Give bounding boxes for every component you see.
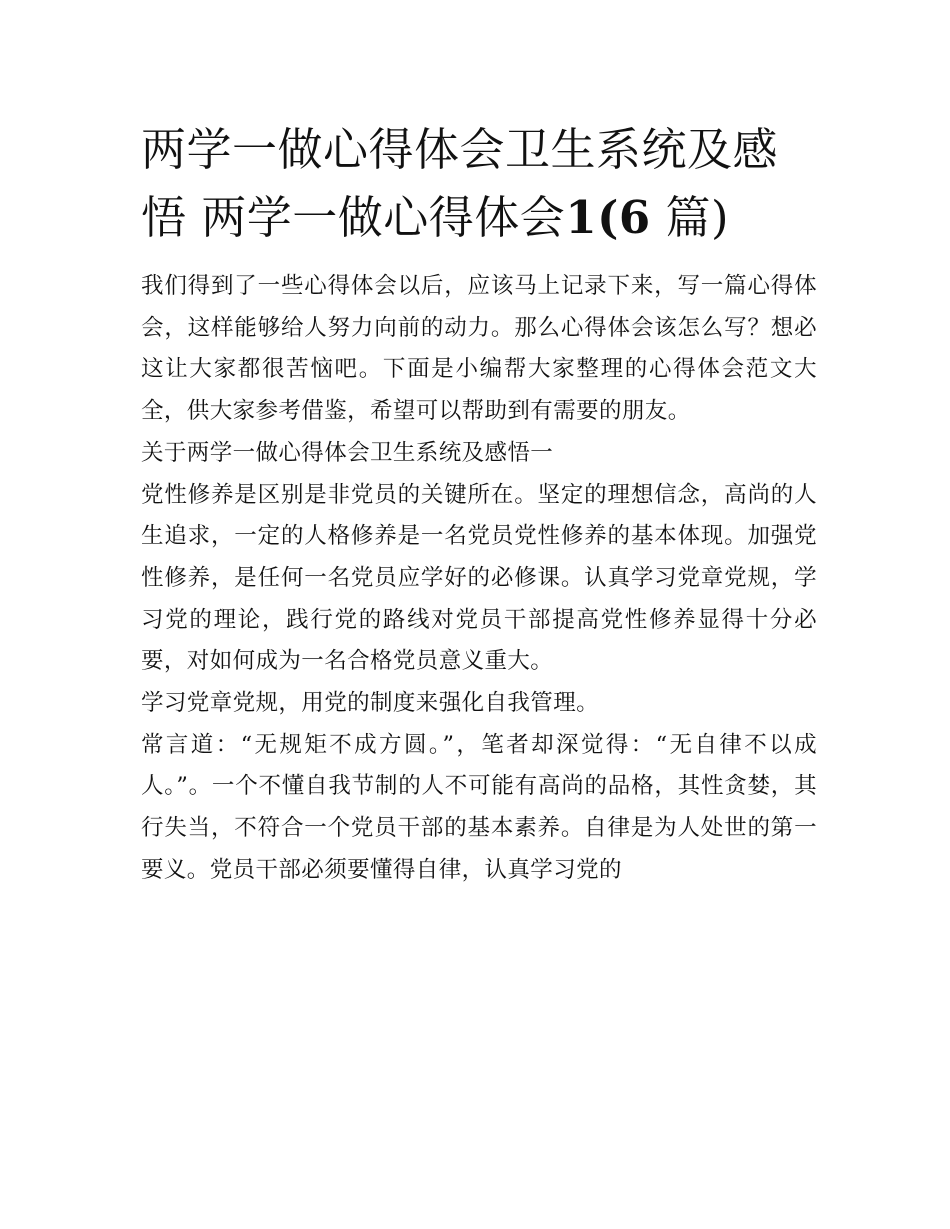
document-content	[141, 116, 817, 892]
title-end: 篇)	[650, 191, 730, 244]
document-body	[141, 266, 817, 892]
title-main: 两学一做心得体会卫生系统及感悟 两学一做心得体会	[141, 123, 779, 244]
body-paragraph: 常言道：“无规矩不成方圆。”，笔者却深觉得：“无自律不以成人。”。一个不懂自我节制的人不可能有高尚的品格，其性贪婪，其行失当，不符合一个党员干部的基本素养。自律是为人处世的第一要义。党员干部必须要懂得自律，认真学习党的	[141, 731, 817, 883]
title-number: 1(6	[565, 191, 651, 244]
body-paragraph: 党性修养是区别是非党员的关键所在。坚定的理想信念，高尚的人生追求，一定的人格修养是一名党员党性修养的基本体现。加强党性修养，是任何一名党员应学好的必修课。认真学习党章党规，学习党的理论，践行党的路线对党员干部提高党性修养显得十分必要，对如何成为一名合格党员意义重大。	[141, 481, 817, 675]
intro-paragraph: 我们得到了一些心得体会以后，应该马上记录下来，写一篇心得体会，这样能够给人努力向前的动力。那么心得体会该怎么写？想必这让大家都很苦恼吧。下面是小编帮大家整理的心得体会范文大全，供大家参考借鉴，希望可以帮助到有需要的朋友。	[141, 273, 817, 425]
body-paragraph: 学习党章党规，用党的制度来强化自我管理。	[141, 690, 600, 717]
document-title	[141, 116, 817, 252]
section-heading: 关于两学一做心得体会卫生系统及感悟一	[141, 439, 554, 466]
